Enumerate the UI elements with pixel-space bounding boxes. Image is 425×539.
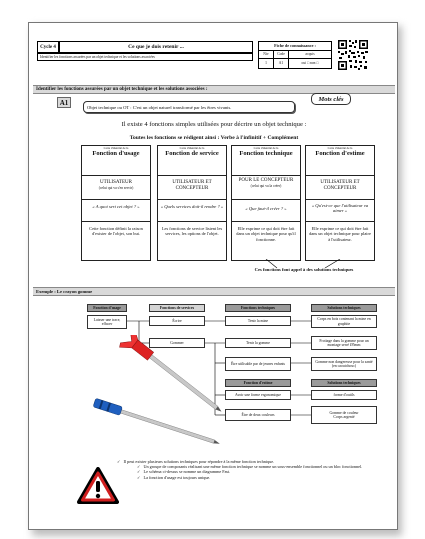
bullet-text: Un groupe de composants réalisant une même fonction technique se nomme un sous-ensemble fonctionnel ou un bloc fonctionnel. bbox=[143, 464, 363, 470]
card-title: Fonction d'estime bbox=[315, 150, 365, 158]
warning-icon bbox=[77, 467, 119, 505]
service-box-ecrire: Écrire bbox=[149, 316, 205, 326]
card-description: Les fonctions de service listent les services, les options de l'objet. bbox=[161, 226, 223, 237]
pencil-eraser-illustration bbox=[89, 335, 229, 445]
card-description: Cette fonction définit la raison d'exister de l'objet, son but. bbox=[89, 226, 143, 237]
service-box-gommer: Gommer bbox=[149, 338, 205, 348]
card-description: Elle exprime ce qui doit être fait dans un objet technique pour qu'il fonctionne. bbox=[236, 226, 296, 242]
col-acquis: acquis bbox=[305, 52, 315, 56]
page-title: Ce que je dois retenir ... bbox=[128, 44, 184, 50]
card-actor: UTILISATEUR ET CONCEPTEUR bbox=[320, 180, 360, 191]
technique-box-gomme: Tenir la gomme bbox=[225, 338, 291, 348]
card-question: « Que faut-il créer ? » bbox=[232, 200, 300, 222]
fiche-title: Fiche de connaissance : bbox=[259, 42, 331, 51]
verb-text: Toutes les fonctions se rédigent ainsi : Verbe à l'infinitif + Complément bbox=[129, 135, 299, 141]
diagram-header-usage: Fonction d'usage bbox=[87, 304, 127, 312]
exists-text: Il existe 4 fonctions simples utilisées pour décrire un objet technique : bbox=[121, 121, 307, 128]
card-caption: Carte d'identité de la bbox=[103, 146, 129, 150]
card-description: Elle exprime ce qui doit être fait dans un objet technique pour plaire à l'utilisateur. bbox=[309, 226, 371, 242]
card-question: « Quels services doit-il rendre ? » bbox=[158, 200, 226, 222]
bullets-list bbox=[117, 459, 387, 480]
objective-text: Identifier les fonctions assurées par un objet technique et les solutions associées bbox=[40, 55, 155, 59]
diagram-header-services: Fonctions de services bbox=[149, 304, 205, 312]
card-question: « Qu'est-ce que l'utilisateur va aimer » bbox=[306, 200, 374, 222]
solution-box-caoutchouc: Gomme non dangereuse pour la santé (en caoutchouc) bbox=[311, 357, 377, 371]
card-title: Fonction de service bbox=[165, 150, 219, 158]
card-actor: UTILISATEUR bbox=[100, 180, 132, 185]
bullet-text: Le schéma ci-dessus se nomme un diagramme Fast. bbox=[143, 469, 231, 475]
col-niv: Niv bbox=[259, 51, 274, 58]
solution-box-frottage: Frottage dans la gomme pour un montage serré Ø5mm bbox=[311, 336, 377, 350]
col-code: Code bbox=[274, 51, 289, 58]
check-icon: ✓ bbox=[117, 459, 121, 464]
tech-note: Ces fonctions font appel à des solutions techniques bbox=[254, 267, 354, 272]
card-actor: UTILISATEUR ET CONCEPTEUR bbox=[172, 180, 212, 191]
bullet-text: Il peut exister plusieurs solutions techniques pour répondre à la même fonction technique. bbox=[123, 459, 275, 464]
card-actor: POUR LE CONCEPTEUR bbox=[238, 178, 294, 183]
card-title: Fonction d'usage bbox=[92, 150, 140, 158]
check-icon: ✓ bbox=[137, 469, 141, 475]
bullet-item bbox=[117, 475, 387, 480]
diagram-header-techniques: Fonctions techniques bbox=[225, 304, 291, 312]
card-title: Fonction technique bbox=[239, 150, 293, 158]
card-caption: Carte d'identité de la bbox=[253, 146, 279, 150]
mots-cles-badge: Mots clés bbox=[311, 93, 351, 105]
technique-box-enfants: Être utilisable par de jeunes enfants bbox=[225, 357, 291, 371]
diagram-header-estime: Fonction d'estime bbox=[225, 379, 291, 387]
check-icon: ✓ bbox=[137, 464, 141, 470]
solution-box-bois: Corps en bois contenant la mine en graphite bbox=[311, 315, 377, 328]
niv-value: 1 bbox=[259, 59, 274, 68]
diagram-header-solutions-2: Solutions techniques bbox=[311, 379, 377, 387]
solution-box-forme: forme d'outils bbox=[311, 390, 377, 400]
cycle-label: Cycle 4 bbox=[40, 45, 56, 50]
diagram-header-solutions: Solutions techniques bbox=[311, 304, 377, 312]
section-title-bar: Identifier les fonctions assurées par un objet technique et les solutions associées : bbox=[33, 85, 395, 94]
example-title-bar: Exemple : Le crayon gomme bbox=[33, 287, 395, 296]
card-question: « A quoi sert cet objet ? » bbox=[82, 200, 150, 222]
card-actor-note: (celui qui va s'en servir) bbox=[98, 185, 134, 190]
check-icon: ✓ bbox=[137, 474, 141, 480]
card-actor-note: (celui qui va la créer) bbox=[250, 183, 282, 188]
solution-box-couleur: Gomme de couleur Corps argenté bbox=[311, 406, 377, 424]
definition-box: Objet technique ou OT : C'est un objet naturel transformé par les êtres vivants. bbox=[83, 101, 295, 113]
acquis-value: oui □ non □ bbox=[301, 61, 319, 65]
bullet-text: La fonction d'usage est toujours unique. bbox=[143, 474, 211, 480]
card-caption: Carte d'identité de la bbox=[327, 146, 353, 150]
card-caption: Carte d'identité de la bbox=[179, 146, 205, 150]
code-value: A1 bbox=[274, 59, 289, 68]
estime-box-couleurs: Être de deux couleurs bbox=[225, 409, 291, 421]
document-page bbox=[28, 22, 398, 530]
fast-connector-lines bbox=[29, 23, 398, 530]
technique-box-mine: Tenir la mine bbox=[225, 316, 291, 326]
usage-box: Laisser une trace, effacer bbox=[87, 315, 127, 329]
a1-badge: A1 bbox=[57, 97, 71, 108]
estime-box-ergonomique: Avoir une forme ergonomique bbox=[225, 390, 291, 400]
